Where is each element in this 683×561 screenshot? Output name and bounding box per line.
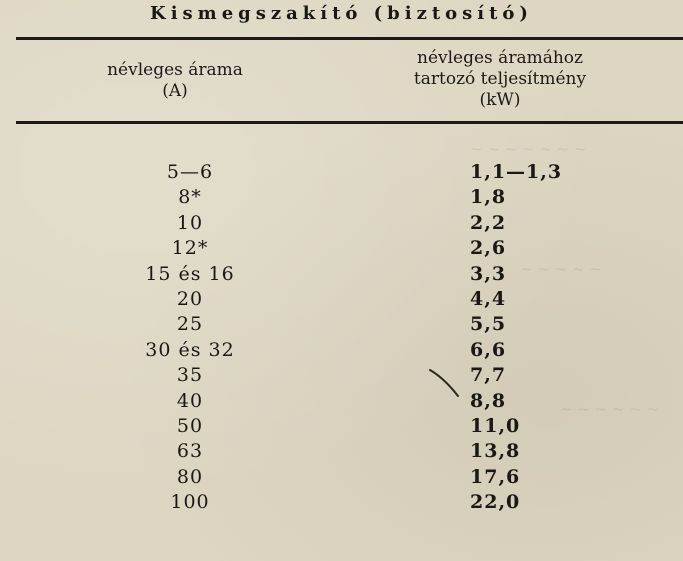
- power-cell: 5,5: [470, 313, 507, 336]
- power-cell: 22,0: [470, 491, 521, 514]
- power-cell: 3,3: [470, 262, 507, 285]
- header-rated-current-line: névleges árama: [107, 60, 243, 80]
- table-row: [0, 287, 683, 312]
- table-row: [0, 312, 683, 337]
- current-cell: 20: [176, 287, 204, 310]
- current-cell: 80: [176, 465, 204, 488]
- table-row: [0, 211, 683, 236]
- bleed-through-texture: ~ ~ ~ ~ ~ ~: [560, 400, 660, 418]
- top-rule: [16, 37, 683, 40]
- header-rated-current-unit: (A): [162, 81, 188, 101]
- table-row: [0, 363, 683, 388]
- pencil-mark: [428, 368, 462, 398]
- header-power-unit: (kW): [479, 90, 521, 110]
- header-power: [370, 48, 630, 111]
- bleed-through-texture: ~ ~ ~ ~ ~ ~ ~: [470, 140, 587, 158]
- current-cell: 35: [176, 364, 204, 387]
- current-cell: 8*: [178, 186, 202, 209]
- current-cell: 12*: [171, 237, 209, 260]
- power-cell: 17,6: [470, 465, 521, 488]
- header-power-line-2: tartozó teljesítmény: [413, 69, 587, 89]
- table-body: [0, 160, 683, 515]
- table-row: [0, 414, 683, 439]
- current-cell: 40: [176, 389, 204, 412]
- power-cell: 8,8: [470, 389, 507, 412]
- current-cell: 5—6: [166, 161, 214, 183]
- header-rule: [16, 121, 683, 124]
- table-row: [0, 338, 683, 363]
- current-cell: 63: [176, 440, 204, 463]
- current-cell: 10: [176, 211, 204, 234]
- power-cell: 7,7: [470, 364, 507, 387]
- table-row: [0, 439, 683, 464]
- power-cell: 2,6: [470, 237, 507, 260]
- power-cell: 2,2: [470, 211, 507, 234]
- table-title: Kismegszakító (biztosító): [150, 3, 533, 24]
- power-cell: 4,4: [470, 287, 507, 310]
- power-cell: 1,1—1,3: [470, 161, 563, 183]
- current-cell: 15 és 16: [145, 262, 235, 285]
- table-row: [0, 160, 683, 185]
- current-cell: 100: [170, 491, 210, 514]
- power-cell: 13,8: [470, 440, 521, 463]
- current-cell: 50: [176, 414, 204, 437]
- bleed-through-texture: ~ ~ ~ ~ ~: [520, 260, 602, 278]
- table-row: [0, 236, 683, 261]
- header-rated-current: [40, 60, 310, 102]
- power-cell: 1,8: [470, 186, 507, 209]
- power-cell: 11,0: [470, 414, 521, 437]
- current-cell: 30 és 32: [145, 338, 235, 361]
- table-row: [0, 389, 683, 414]
- power-cell: 6,6: [470, 338, 507, 361]
- table-row: [0, 262, 683, 287]
- current-cell: 25: [176, 313, 204, 336]
- table-row: [0, 490, 683, 515]
- table-row: [0, 185, 683, 210]
- header-power-line-1: névleges áramához: [417, 48, 583, 68]
- table-row: [0, 465, 683, 490]
